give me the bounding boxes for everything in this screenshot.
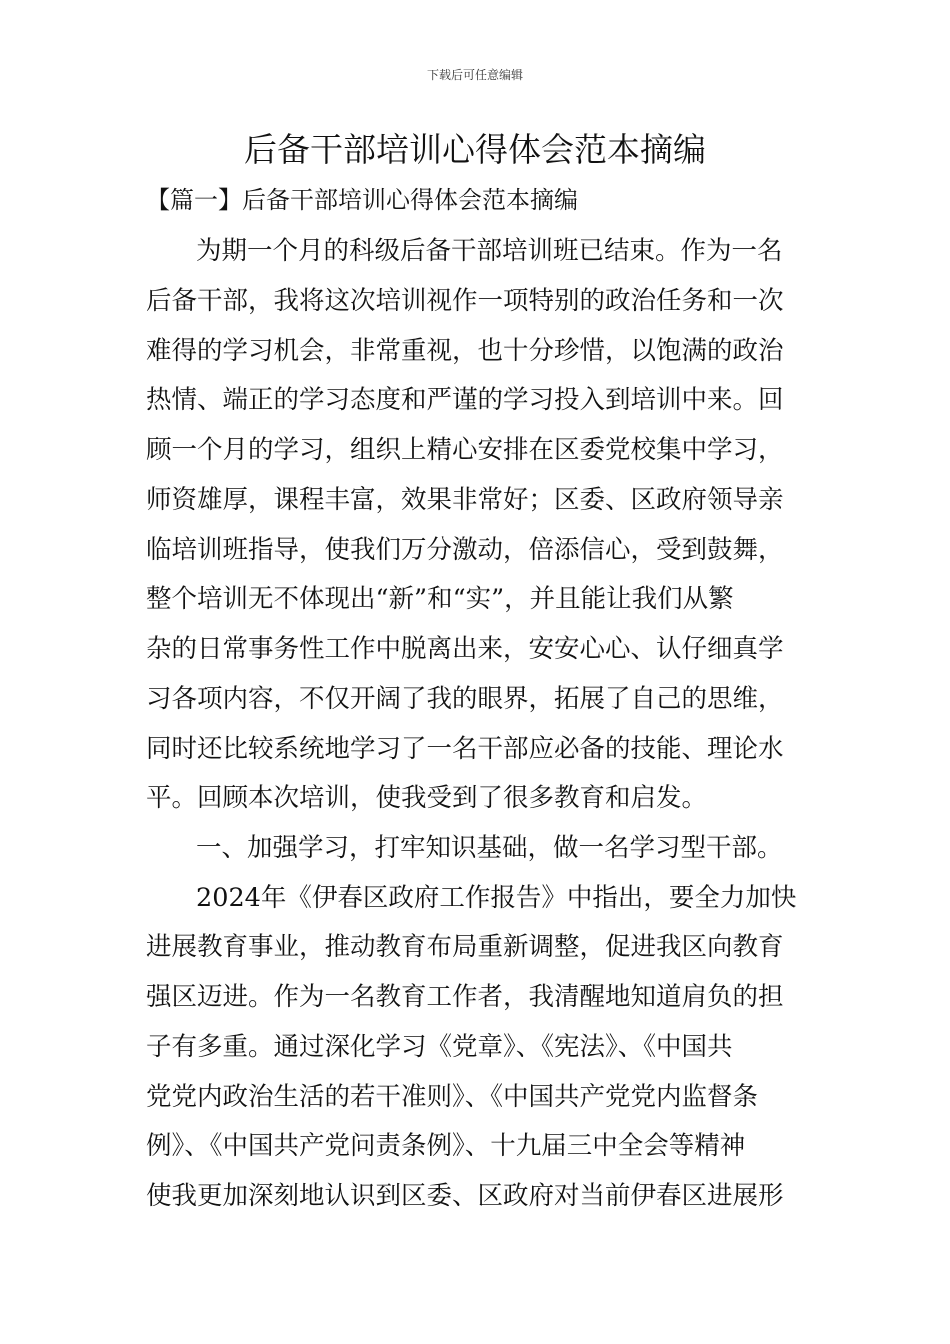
paragraph-line: 子有多重。通过深化学习《党章》、《宪法》、《中国共	[146, 1032, 733, 1062]
paragraph-line: 同时还比较系统地学习了一名干部应必备的技能、理论水	[146, 734, 784, 764]
page-header-note: 下载后可任意编辑	[426, 68, 523, 82]
document-title: 后备干部培训心得体会范本摘编	[244, 130, 706, 169]
paragraph-line: 习各项内容，不仅开阔了我的眼界，拓展了自己的思维，	[146, 684, 784, 714]
paragraph-line: 进展教育事业，推动教育布局重新调整，促进我区向教育	[146, 932, 784, 962]
paragraph-line: 杂的日常事务性工作中脱离出来，安安心心、认仔细真学	[146, 634, 784, 664]
paragraph-line: 后备干部，我将这次培训视作一项特别的政治任务和一次	[146, 286, 784, 316]
paragraph-line: 平。回顾本次培训，使我受到了很多教育和启发。	[146, 783, 708, 813]
paragraph-line: 例》、《中国共产党问责条例》、十九届三中全会等精神	[146, 1131, 746, 1161]
paragraph-line: 整个培训无不体现出“新”和“实”，并且能让我们从繁	[146, 584, 734, 614]
paragraph-line: 党党内政治生活的若干准则》、《中国共产党党内监督条	[146, 1082, 759, 1112]
paragraph-line: 强区迈进。作为一名教育工作者，我清醒地知道肩负的担	[146, 982, 784, 1012]
paragraph-line: 临培训班指导，使我们万分激动，倍添信心，受到鼓舞，	[146, 535, 784, 565]
section-heading: 【篇一】后备干部培训心得体会范本摘编	[146, 186, 578, 214]
paragraph-line: 热情、端正的学习态度和严谨的学习投入到培训中来。回	[146, 385, 784, 415]
subsection-heading: 一、加强学习，打牢知识基础，做一名学习型干部。	[196, 833, 783, 863]
paragraph-line: 顾一个月的学习，组织上精心安排在区委党校集中学习，	[146, 435, 784, 465]
paragraph-line: 难得的学习机会，非常重视，也十分珍惜，以饱满的政治	[146, 336, 784, 366]
paragraph-line: 2024年《伊春区政府工作报告》中指出，要全力加快	[196, 883, 797, 913]
paragraph-line: 师资雄厚，课程丰富，效果非常好；区委、区政府领导亲	[146, 485, 784, 515]
paragraph-line: 使我更加深刻地认识到区委、区政府对当前伊春区进展形	[146, 1181, 784, 1211]
paragraph-line: 为期一个月的科级后备干部培训班已结束。作为一名	[196, 236, 783, 266]
